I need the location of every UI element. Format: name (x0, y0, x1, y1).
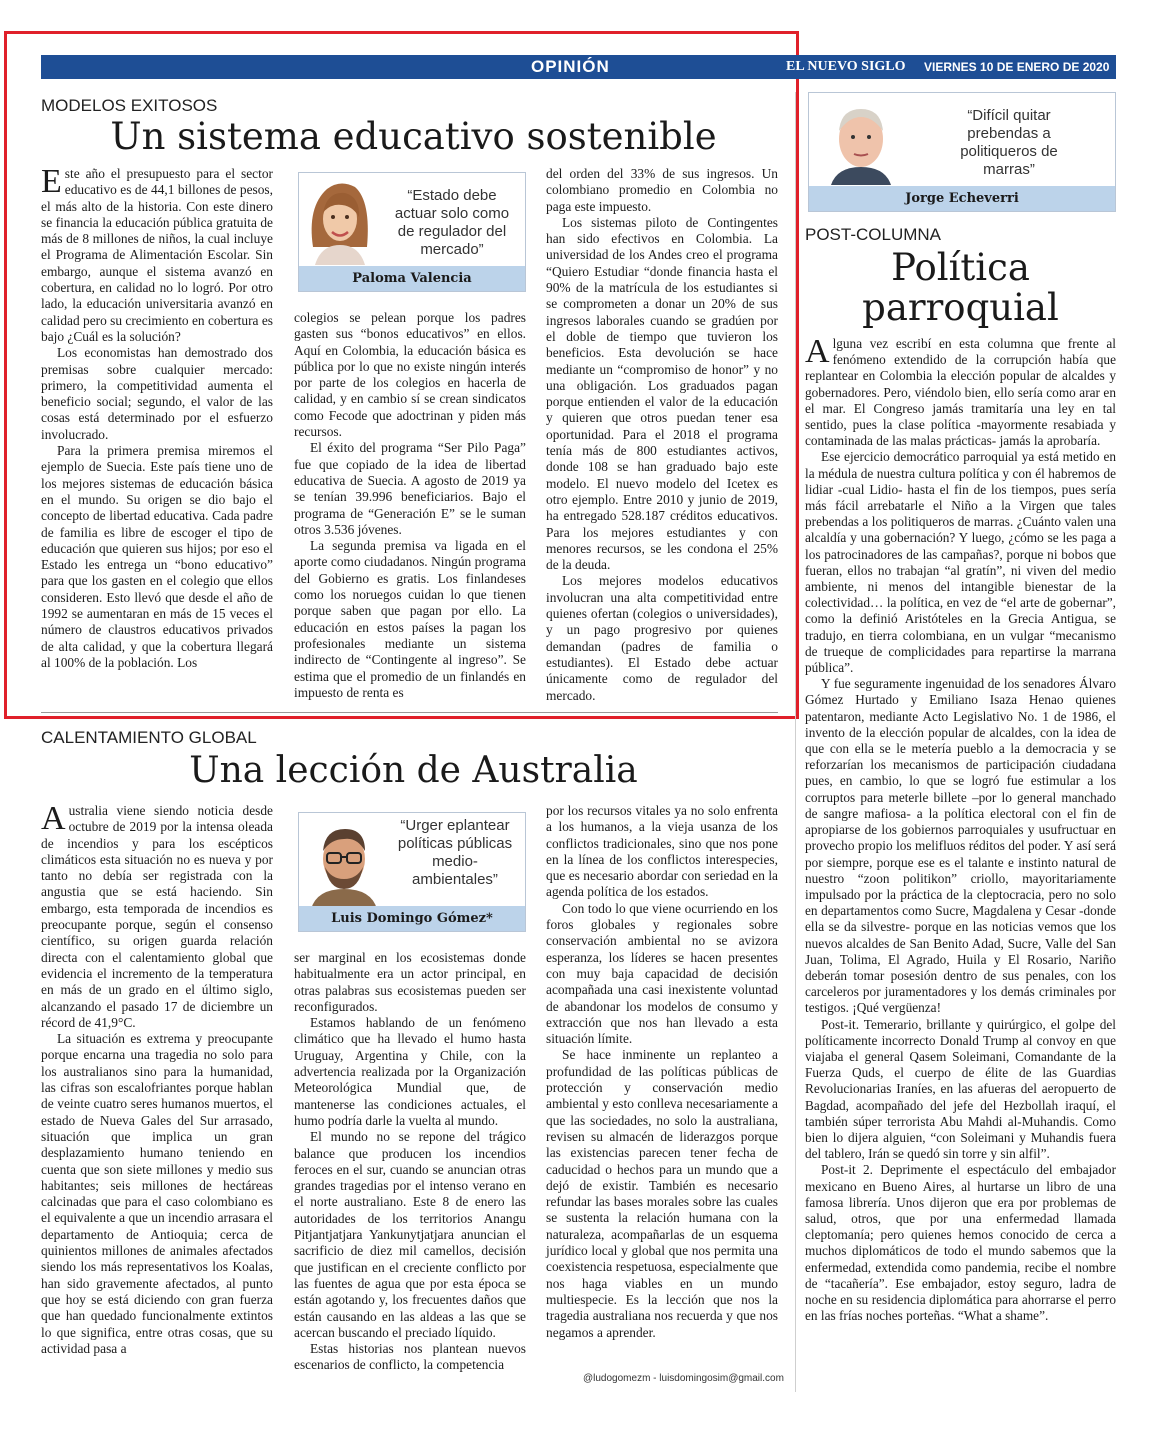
issue-date: VIERNES 10 DE ENERO DE 2020 (924, 60, 1110, 74)
article2-paragraph: por los recursos vitales ya no solo enfrenta a los humanos, a la vieja usanza de los conflictos tradicionales, sino que nos pone en la línea de los conflictos interespecies, que es necesario abordar con seriedad en la agenda política de los estados. (546, 803, 778, 900)
article1-paragraph: Los mejores modelos educativos involucran una alta competitividad entre quienes ofertan (colegios o universidades), y un pago progresivo por quienes demandan (padres de familia o estudiantes). El Estado debe actuar únicamente como de regulador del mercado. (546, 573, 778, 703)
article1-paragraph: colegios se pelean porque los padres gasten sus “bonos educativos” en ellos. Aquí en Colombia, la educación básica es pública por lo que no existe ningún interés por parte de los colegios en hacerla de calidad, y en cambio sí se crean sindicatos como Fecode que adoctrinan y piden más recursos. (294, 310, 526, 440)
article3-paragraph: Alguna vez escribí en esta columna que frente al fenómeno extendido de la corrupción había que replantear en Colombia la elección popular de alcaldes y gobernadores. Pero, viéndolo bien, ello sería como arar en el mar. El Congreso jamás tramitaría una ley en tal sentido, pues la clase política -mayormente resabiada y contaminada de las malas prácticas- jamás la aprobaría. (805, 333, 1116, 449)
headline-line-1: Política (891, 246, 1030, 289)
article2-column-1 (41, 800, 273, 1357)
article2-pull-quote (298, 812, 526, 932)
article2-paragraph: ser marginal en los ecosistemas donde habitualmente era un actor principal, en otras palabras sus ecosistemas pueden ser reconfigurados. (294, 950, 526, 1014)
article3-paragraph: Post-it. Temerario, brillante y quirúrgico, el golpe del políticamente incorrecto Donald Trump al convoy en que viajaba el general Qasem Soleimani, Comandante de la Fuerza Quds, el cuerpo de élite de las Guardias Revolucionarias Iraníes, en las afueras del aeropuerto de Bagdad, acompañado del jefe del Hezbollah iraquí, el también súper terrorista Abu Mahdi al-Muhandis. Como bien lo dijera alguien, “con Soleimani y Muhandis fuera del tablero, Irán se quedó sin torre y sin alfil”. (805, 1016, 1116, 1162)
dropcap: E (41, 163, 62, 200)
author-photo-icon (305, 817, 383, 909)
article2-column-3 (546, 803, 778, 1341)
column-rule (795, 92, 796, 1392)
quote-text: “Difícil quitar prebendas a politiqueros de marras” (960, 107, 1058, 178)
author-contact: @ludogomezm - luisdomingosim@gmail.com (583, 1373, 784, 1384)
article2-paragraph: El mundo no se repone del trágico balance que producen los incendios feroces en el sur, cuando se anuncian otras grandes tragedias por el intenso verano en el norte australiano. Este 8 de enero las autoridades de los territorios Anangu Pitjantjatjara Yankunytjatjara anuncian el sacrificio de diez mil camellos, decisión que justifican en el creciente conflicto por las fuentes de agua que por esta época se están agotando y, los frecuentes daños que están causando en las aldeas a las que se acercan buscando el preciado líquido. (294, 1129, 526, 1340)
article2-paragraph: Con todo lo que viene ocurriendo en los foros globales y regionales sobre conservación ambiental no se avizora esperanza, los líderes se hacen presentes con muy baja capacidad de decisión acompañada una casi inexistente voluntad de abandonar los modelos de consumo y extracción que nos han llevado a esta situación límite. (546, 900, 778, 1047)
article2-paragraph: Australia viene siendo noticia desde octubre de 2019 por la intensa oleada de incendios y para los escépticos climáticos esta situación no es nueva y por tanto no debía ser registrada con la angustia que se está haciendo. Sin embargo, esta temporada de incendios es preocupante porque, según el consenso científico, su origen guarda relación directa con el calentamiento global que evidencia el incremento de la temperatura en más de un grado en el último siglo, alcanzando el pasado 17 de diciembre un récord de 41,9°C. (41, 800, 273, 1030)
author-name: Jorge Echeverri (809, 186, 1115, 211)
article2-column-2 (294, 950, 526, 1374)
article1-pull-quote (298, 172, 526, 292)
article2-paragraph: Estas historias nos plantean nuevos escenarios de conflicto, la competencia (294, 1341, 526, 1373)
author-name: Luis Domingo Gómez* (299, 906, 525, 931)
article3-column-1 (805, 333, 1116, 1324)
author-name: Paloma Valencia (299, 266, 525, 291)
article1-paragraph: Para la primera premisa miremos el ejemplo de Suecia. Este país tiene uno de los mejores sistemas de educación básica en el mundo. Su origen se dio bajo el concepto de libertad educativa. Cada padre de familia es libre de escoger el tipo de educación que quieren sus hijos; por eso el Estado les entrega un “bono educativo” para que los gasten en el colegio que ellos consideren. Esto llevó que desde el año de 1992 se aumentaran en más de 15 veces el número de claustros educativos privados de alta calidad, y que la cobertura llegará al 100% de la población. Los (41, 443, 273, 670)
article1-column-1 (41, 163, 273, 671)
article1-paragraph: Los sistemas piloto de Contingentes han sido efectivos en Colombia. La universidad de los Andes creo el programa “Quiero Estudiar “donde financia hasta el 90% de la matrícula de los estudiantes si se comprometen a donar un 20% de sus ingresos laborales cuando se gradúen por el doble de tiempo que tuvieron los beneficios. Esta devolución se hace mediante un “compromiso de honor” y no una obligación. Los graduados pagan porque entienden el valor de la educación y quieren que otros puedan tener esa oportunidad. Para el 2018 el programa tenía más de 800 estudiantes activos, donde 108 se han graduado bajo este modelo. El nuevo modelo del Icetex es otro ejemplo. Entre 2010 y junio de 2019, ha entregado 528.187 créditos educativos. Para los mejores estudiantes y con menores recursos, se les condona el 25% de la deuda. (546, 214, 778, 573)
section-title: OPINIÓN (531, 57, 610, 76)
article2-kicker: CALENTAMIENTO GLOBAL (41, 728, 257, 747)
headline-line-2: parroquial (862, 286, 1059, 329)
article3-headline (805, 248, 1116, 328)
section-banner (41, 55, 1154, 79)
article1-paragraph: Los economistas han demostrado dos premisas sobre cualquier mercado: primero, la competitividad aumenta el beneficio social; segundo, el valor de las cosas está determinado por el esfuerzo involucrado. (41, 345, 273, 442)
article1-column-3 (546, 166, 778, 704)
article3-pull-quote (808, 92, 1116, 212)
author-photo-icon (823, 99, 899, 185)
article3-paragraph: Ese ejercicio democrático parroquial ya está metido en la médula de nuestra cultura política y con él habremos de lidiar -cual Lidio- hasta el fin de los tiempos, pues sería más fácil arrebatarle el Niño a la Virgen que tales prebendas a los politiqueros de marras. ¿Cuánto valen una alcaldía y una gobernación? Y luego, ¿cómo se les paga a los patrocinadores de las campañas?, porque ni bobos que fueran, ellos no trabajan “al gratín”, ni viven del medio ambiente, ni menos del intangible bienestar de la colectividad… la política, en vez de “el arte de gobernar”, como la definió Aristóteles en la Grecia Antigua, se tradujo, en tierra colombiana, en un vulgar “mecanismo de trueque de complicidades para repartirse la marrana pública”. (805, 449, 1116, 676)
article1-paragraph: La segunda premisa va ligada en el aporte como ciudadanos. Ningún programa del Gobierno es gratis. Los finlandeses como los noruegos cuidan lo que tienen porque saben que pagan por ello. La educación en estos países la pagan los profesionales mediante un sistema indirecto de “Contingente al ingreso”. Se estima que el promedio de un finlandés en impuesto de renta es (294, 538, 526, 700)
article2-paragraph: Estamos hablando de un fenómeno climático que ha llevado el humo hasta Uruguay, Argentina y Chile, con la advertencia realizada por la Organización Meteorológica Mundial que, de mantenerse las condiciones actuales, el humo podría darle la vuelta al mundo. (294, 1015, 526, 1128)
article1-paragraph: Este año el presupuesto para el sector educativo es de 44,1 billones de pesos, el más alto de la historia. Con este dinero se financia la educación pública gratuita de más de 8 millones de niños, la cual incluye el Programa de Alimentación Escolar. Sin embargo, aunque el sistema avanzó en cobertura, en calidad no lo logró. Por otro lado, la educación universitaria avanzó en calidad pero su crecimiento en cobertura es bajo ¿Cuál es la solución? (41, 163, 273, 344)
article1-headline: Un sistema educativo sostenible (110, 115, 717, 158)
author-photo-icon (305, 177, 375, 265)
article2-paragraph: Se hace inminente un replanteo a profundidad de las políticas públicas de protección y conservación medio ambiental y esto conlleva necesariamente a que las sociedades, no solo la australiana, revisen su almacén de liderazgos porque las existencias parecen tener fecha de caducidad o hechos para un mundo que a dejó de existir. También es necesario refundar las bases morales sobre las cuales se sustenta la relación humana con la naturaleza, acompañarlas de un esquema jurídico local y global que nos permita una coexistencia respetuosa, especialmente que nos haga viables en un mundo multiespecie. Es la lección que nos la tragedia australiana nos recuerda y que nos negamos a aprender. (546, 1047, 778, 1340)
article3-paragraph: Y fue seguramente ingenuidad de los senadores Álvaro Gómez Hurtado y Emiliano Isaza Henao quienes patentaron, mediante Acto Legislativo No. 1 de 1986, el invento de la elección popular de alcaldes, con la idea de que con ella se le metería pueblo a la democracia y se reforzarían los mecanismos de participación ciudadana pues, en cambio, lo que se logró fue estimular a los corruptos para meterle billete –por lo general manchado de sangre mafiosa- a la política electoral con el fin de apropiarse de los gobiernos parroquiales y usufructuar en provecho propio los melifluos réditos del poder. Y así será por siempre, porque ese es el talante e instinto natural de nuestro “zoon politikon” criollo, mayoritariamente impulsado por la práctica de la cleptocracia, pero no solo en departamentos como Sucre, Magdalena y Cesar -donde ella se da silvestre- porque en las noticias vemos que los nuevos alcaldes de San Benito Adad, Sucre, Valle del San Juan, Tolima, El Agrado, Huila y El Rosario, Nariño deberán tomar posesión dentro de sus penales, con los carceleros por juramentadores y los demás criminales por testigos. ¡Qué vergüenza! (805, 676, 1116, 1016)
article3-kicker: POST-COLUMNA (805, 225, 942, 244)
quote-text: “Estado debe actuar solo como de regulador del mercado” (394, 187, 510, 258)
article3-paragraph: Post-it 2. Deprimente el espectáculo del embajador mexicano en Bueno Aires, al hurtarse un libro de una famosa librería. Unos dijeron que era por problemas de salud, otros, que por una enfermedad llamada cleptomanía; pero quienes hemos conocido de cerca a muchos diplomáticos de todo el mundo sabemos que la enfermedad, extendida como pandemia, recibe el nombre de “tacañería”. Ese embajador, estoy seguro, ladra de noche en su residencia diplomática para ahorrarse el perro en las frías noches porteñas. “What a shame”. (805, 1162, 1116, 1324)
newspaper-name: EL NUEVO SIGLO (786, 59, 906, 74)
article1-kicker: MODELOS EXITOSOS (41, 96, 218, 115)
article2-paragraph: La situación es extrema y preocupante porque encarna una tragedia no solo para los australianos sino para la humanidad, las cifras son escalofriantes porque hablan de veinte cuatro seres humanos muertos, el estado de Nueva Gales del Sur arrasado, situación que implica un gran desplazamiento humano teniendo en cuenta que son siete millones y medio sus habitantes; seis millones de hectáreas calcinadas que para el caso colombiano es el equivalente a que un incendio arrasara el departamento de Antioquia; cerca de quinientos millones de animales afectados siendo los más representativos los Koalas, han sido gravemente afectados, al punto que hoy se está diciendo con gran fuerza que han quedado funcionalmente extintos lo que significa, entre otras cosas, que su actividad pasa a (41, 1031, 273, 1356)
quote-text: “Urger eplantear políticas públicas medio-ambientales” (397, 817, 513, 888)
dropcap: A (805, 333, 830, 370)
article1-column-2 (294, 310, 526, 701)
page-number: 9A (1129, 55, 1154, 76)
section-divider (41, 712, 778, 713)
article1-paragraph: El éxito del programa “Ser Pilo Paga” fue que copiado de la idea de libertad educativa de Suecia. A agosto de 2019 ya se tenían 39.996 beneficiarios. Bajo el programa de “Generación E” se le suman otros 3.536 jóvenes. (294, 440, 526, 537)
dropcap: A (41, 800, 66, 837)
article2-headline: Una lección de Australia (189, 750, 638, 791)
article1-paragraph: del orden del 33% de sus ingresos. Un colombiano promedio en Colombia no paga este impuesto. (546, 166, 778, 214)
